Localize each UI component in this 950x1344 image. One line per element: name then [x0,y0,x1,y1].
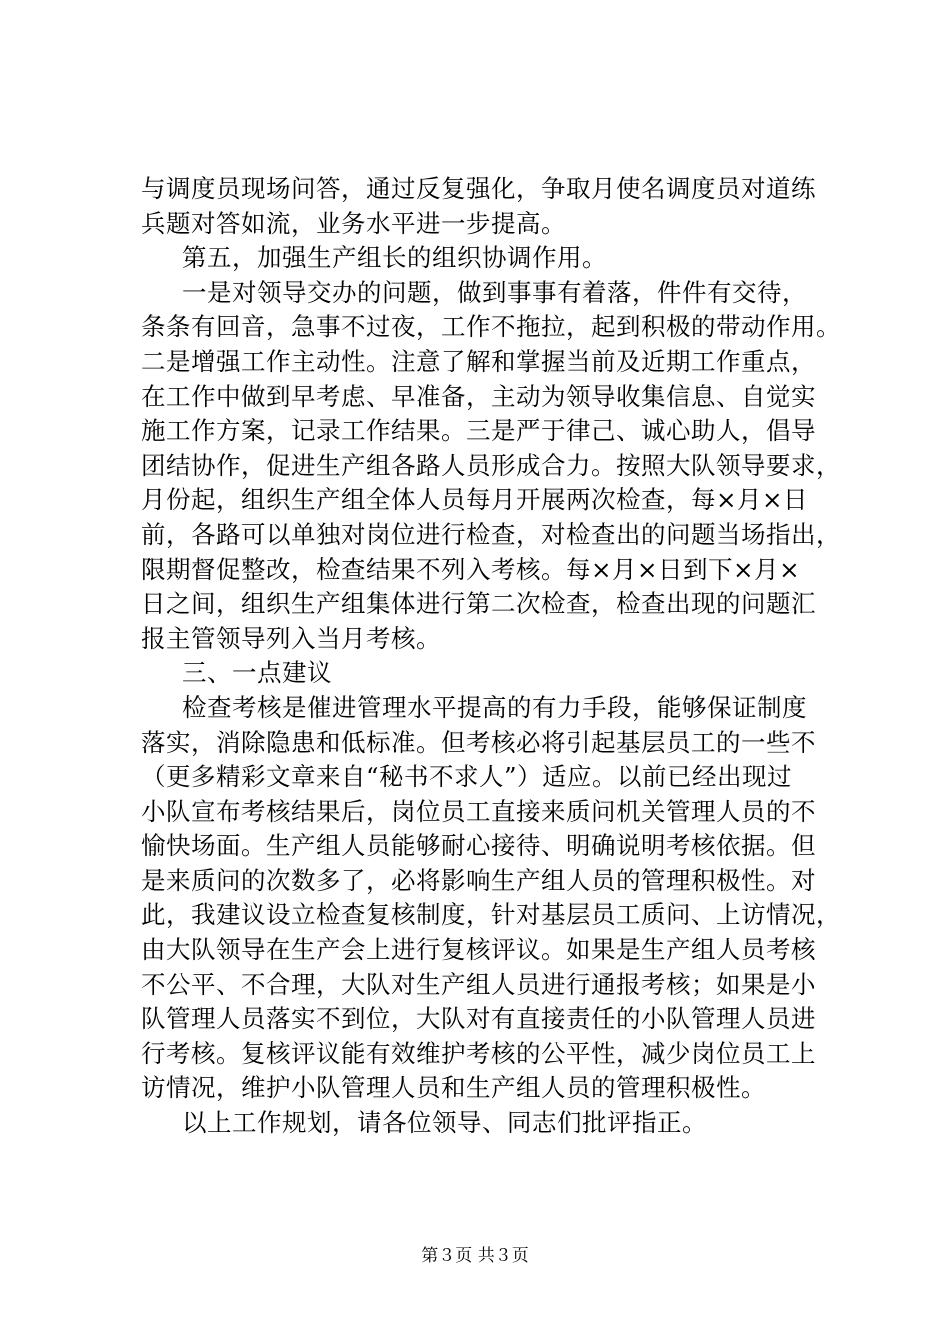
text-line: 团结协作，促进生产组各路人员形成合力。按照大队领导要求， [141,450,841,480]
section-heading: 三、一点建议 [182,658,332,688]
text-line: 小队宣布考核结果后，岗位员工直接来质问机关管理人员的不 [141,796,816,826]
text-line: 一是对领导交办的问题，做到事事有着落，件件有交待， [182,277,807,307]
closing-line: 以上工作规划，请各位领导、同志们批评指正。 [182,1108,707,1138]
text-line: 队管理人员落实不到位，大队对有直接责任的小队管理人员进 [141,1004,816,1034]
text-line: 是来质问的次数多了，必将影响生产组人员的管理积极性。对 [141,865,816,895]
text-line: 日之间，组织生产组集体进行第二次检查，检查出现的问题汇 [141,589,816,619]
text-line: （更多精彩文章来自“秘书不求人”）适应。以前已经出现过 [141,762,793,792]
text-line: 行考核。复核评议能有效维护考核的公平性，减少岗位员工上 [141,1038,816,1068]
text-line: 与调度员现场问答，通过反复强化，争取月使名调度员对道练 [141,174,816,203]
text-line: 此，我建议设立检查复核制度，针对基层员工质问、上访情况， [141,900,841,930]
document-body [141,172,853,1141]
text-line: 不公平、不合理，大队对生产组人员进行通报考核；如果是小 [141,969,816,999]
text-line: 由大队领导在生产会上进行复核评议。如果是生产组人员考核 [141,935,816,965]
text-line: 条条有回音，急事不过夜，工作不拖拉，起到积极的带动作用。 [141,312,841,342]
text-line: 兵题对答如流，业务水平进一步提高。 [141,208,566,238]
text-line: 愉快场面。生产组人员能够耐心接待、明确说明考核依据。但 [141,831,816,861]
text-line: 施工作方案，记录工作结果。三是严于律己、诚心助人，倡导 [141,416,816,446]
text-line: 限期督促整改，检查结果不列入考核。每×月×日到下×月× [141,554,801,584]
text-line: 检查考核是催进管理水平提高的有力手段，能够保证制度 [182,692,807,722]
text-line: 访情况，维护小队管理人员和生产组人员的管理积极性。 [141,1073,766,1103]
page-number-footer: 第３页 共３页 [421,1246,529,1266]
paragraph-heading: 第五，加强生产组长的组织协调作用。 [182,243,607,273]
text-line: 前，各路可以单独对岗位进行检查，对检查出的问题当场指出， [141,519,841,549]
text-line: 月份起，组织生产组全体人员每月开展两次检查，每×月×日 [141,485,809,515]
text-line: 二是增强工作主动性。注意了解和掌握当前及近期工作重点， [141,346,816,376]
text-line: 报主管领导列入当月考核。 [141,623,441,653]
text-line: 在工作中做到早考虑、早准备，主动为领导收集信息、自觉实 [141,381,816,411]
text-line: 落实，消除隐患和低标准。但考核必将引起基层员工的一些不 [141,727,816,757]
